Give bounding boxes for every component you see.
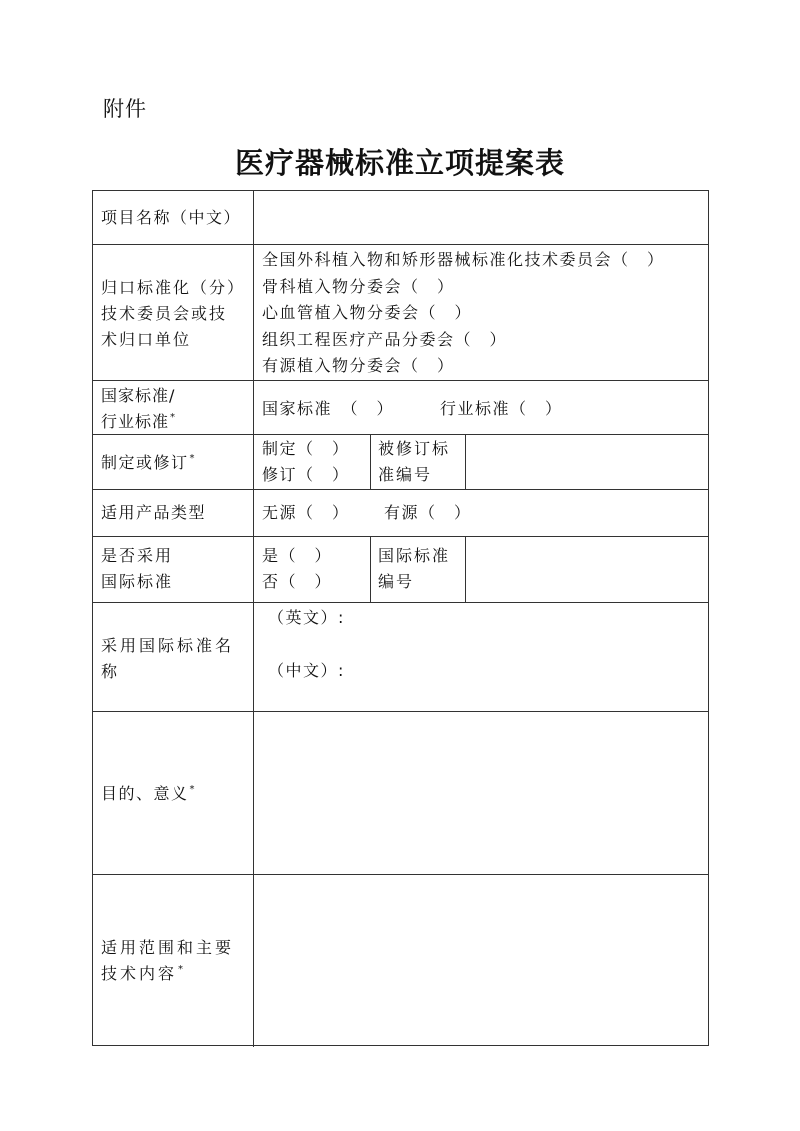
column-divider	[370, 434, 371, 489]
option-establish: 制定（ ）	[262, 439, 350, 458]
scope-field[interactable]	[256, 877, 706, 1044]
revised-standard-number-field[interactable]	[467, 436, 706, 487]
committee-option: 全国外科植入物和矫形器械标准化技术委员会（ ）	[262, 250, 665, 269]
intl-standard-number-label: 国际标准 编号	[378, 546, 451, 591]
option-yes: 是（ ）	[262, 546, 333, 565]
row-divider	[93, 874, 708, 875]
column-divider	[253, 191, 254, 1047]
adopt-intl-label: 是否采用 国际标准	[101, 546, 174, 591]
required-marker: *	[178, 964, 187, 975]
committee-option: 组织工程医疗产品分委会（ ）	[262, 329, 508, 349]
row-divider	[93, 244, 708, 245]
row-divider	[93, 602, 708, 603]
purpose-label: 目的、意义*	[101, 784, 197, 803]
revise-label: 制定或修订*	[101, 453, 197, 472]
project-name-field[interactable]	[256, 193, 706, 242]
committee-option: 心血管植入物分委会（ ）	[262, 303, 473, 322]
row-divider	[93, 380, 708, 381]
required-marker: *	[189, 453, 197, 464]
document-title: 医疗器械标准立项提案表	[234, 146, 565, 180]
option-no: 否（ ）	[262, 572, 333, 591]
purpose-field[interactable]	[256, 714, 706, 872]
option-passive[interactable]: 无源（ ）	[262, 503, 350, 522]
column-divider	[465, 536, 466, 602]
option-industry-standard[interactable]: 行业标准（ ）	[440, 399, 563, 418]
committee-label: 归口标准化（分） 技术委员会或技 术归口单位	[101, 278, 246, 349]
option-national-standard[interactable]: 国家标准 （ ）	[262, 399, 395, 418]
intl-name-chinese-label: （中文）:	[268, 661, 345, 680]
proposal-form-table	[92, 190, 709, 1046]
committee-option: 有源植入物分委会（ ）	[262, 356, 455, 375]
column-divider	[465, 434, 466, 489]
option-revise: 修订（ ）	[262, 465, 350, 484]
required-marker: *	[189, 784, 197, 795]
option-active[interactable]: 有源（ ）	[384, 503, 472, 522]
project-name-label: 项目名称（中文）	[101, 208, 242, 227]
row-divider	[93, 434, 708, 435]
revise-options[interactable]	[262, 436, 350, 488]
adopt-intl-options[interactable]	[262, 543, 332, 595]
standard-level-label: 国家标准/ 行业标准*	[101, 386, 177, 431]
row-divider	[93, 711, 708, 712]
intl-name-english-label: （英文）:	[268, 608, 345, 627]
row-divider	[93, 536, 708, 537]
row-divider	[93, 489, 708, 490]
revised-standard-number-label: 被修订标 准编号	[378, 439, 451, 484]
attachment-label: 附件	[103, 97, 147, 121]
committee-option: 骨科植入物分委会（ ）	[262, 276, 455, 296]
committee-options[interactable]	[262, 247, 665, 380]
scope-label: 适用范围和主要 技术内容*	[101, 938, 235, 983]
intl-standard-number-field[interactable]	[467, 538, 706, 600]
product-type-label: 适用产品类型	[101, 503, 207, 522]
column-divider	[370, 536, 371, 602]
required-marker: *	[170, 412, 177, 423]
intl-name-label: 采用国际标准名 称	[101, 636, 235, 681]
